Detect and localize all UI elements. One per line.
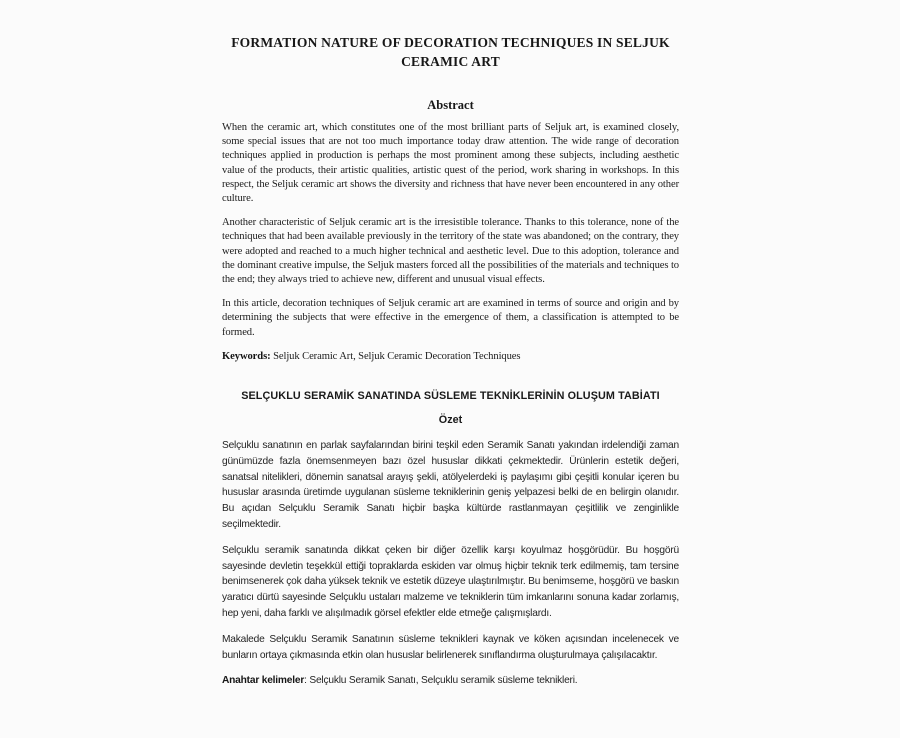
abstract-paragraph-2: Another characteristic of Seljuk ceramic art is the irresistible tolerance. Thanks to this tolerance, none of the techniques that had been available previously in the territory of the state was abandoned; on the contrary, they were adopted and reached to a much higher technical and aesthetic level. Due to this adoption, tolerance and the dominant creative impulse, the Seljuk masters forced all the possibilities of the materials and techniques to the end; they always tried to achieve new, different and unusual visual effects. <box>222 217 679 286</box>
anahtar-kelimeler-text: : Selçuklu Seramik Sanatı, Selçuklu seramik süsleme teknikleri. <box>304 675 578 687</box>
paper-title-turkish: SELÇUKLU SERAMİK SANATINDA SÜSLEME TEKNİKLERİNİN OLUŞUM TABİATI <box>241 390 660 403</box>
ozet-paragraph-1: Selçuklu sanatının en parlak sayfalarından birini teşkil eden Seramik Sanatı yakından irdelendiği zaman günümüzde fazla önemsenmeyen bazı özel hususlar dikkati çekmektedir. Ürünlerin estetik değeri, sanatsal nitelikleri, dönemin sanatsal arayış şekli, atölyelerdeki iş paylaşımı gibi çeşitli konular içeren bu hususlar arasında üretimde uygulanan süsleme tekniklerinin geniş yelpazesi belki de en belirgin olanıdır. Bu açıdan Selçuklu Seramik Sanatı hiçbir başka kültürde rastlanmayan çeşitlilik ve zenginlikle seçilmektedir. <box>222 440 679 531</box>
ozet-paragraph-2: Selçuklu seramik sanatında dikkat çeken bir diğer özellik karşı koyulmaz hoşgörüdür. Bu hoşgörü sayesinde devletin teşekkül ettiği topraklarda eskiden var olmuş hiçbir teknik terk edilmemiş, tam tersine benimsenerek çok daha yüksek teknik ve estetik düzeye ulaştırılmıştır. Bu benimseme, hoşgörü ve baskın yaratıcı dürtü sayesinde Selçuklu ustaları malzeme ve tekniklerin tüm imkanlarını sonuna kadar zorlamış, hep yeni, daha farklı ve alışılmadık görsel efektler elde etmeğe çalışmışlardı. <box>222 544 679 620</box>
keywords-text: Seljuk Ceramic Art, Seljuk Ceramic Decoration Techniques <box>270 350 521 362</box>
anahtar-kelimeler-line <box>222 673 679 689</box>
ozet-heading: Özet <box>438 414 463 427</box>
keywords-label: Keywords: <box>222 350 271 362</box>
paper-content-column <box>222 0 679 689</box>
abstract-heading: Abstract <box>427 98 474 112</box>
ozet-paragraph-3: Makalede Selçuklu Seramik Sanatının süsleme teknikleri kaynak ve köken açısından incelenecek ve bunların ortaya çıkmasında etkin olan hususlar belirlenerek sınıflandırma oluşturulmaya çalışılacaktır. <box>222 633 679 661</box>
paper-title-english: FORMATION NATURE OF DECORATION TECHNIQUES IN SELJUK CERAMIC ART <box>231 35 670 69</box>
abstract-paragraph-3: In this article, decoration techniques of Seljuk ceramic art are examined in terms of source and origin and by determining the subjects that were effective in the emergence of them, a classification is attempted to be formed. <box>222 298 679 338</box>
keywords-line <box>222 350 679 364</box>
abstract-paragraph-1: When the ceramic art, which constitutes one of the most brilliant parts of Seljuk art, is examined closely, some special issues that are not too much importance today draw attention. The wide range of decoration techniques applied in production is perhaps the most prominent among these subjects, including aesthetic value of the products, their artistic qualities, artistic quest of the period, work sharing in workshops. In this respect, the Seljuk ceramic art shows the diversity and richness that have never been encountered in any other culture. <box>222 122 679 205</box>
anahtar-kelimeler-label: Anahtar kelimeler <box>222 675 305 687</box>
